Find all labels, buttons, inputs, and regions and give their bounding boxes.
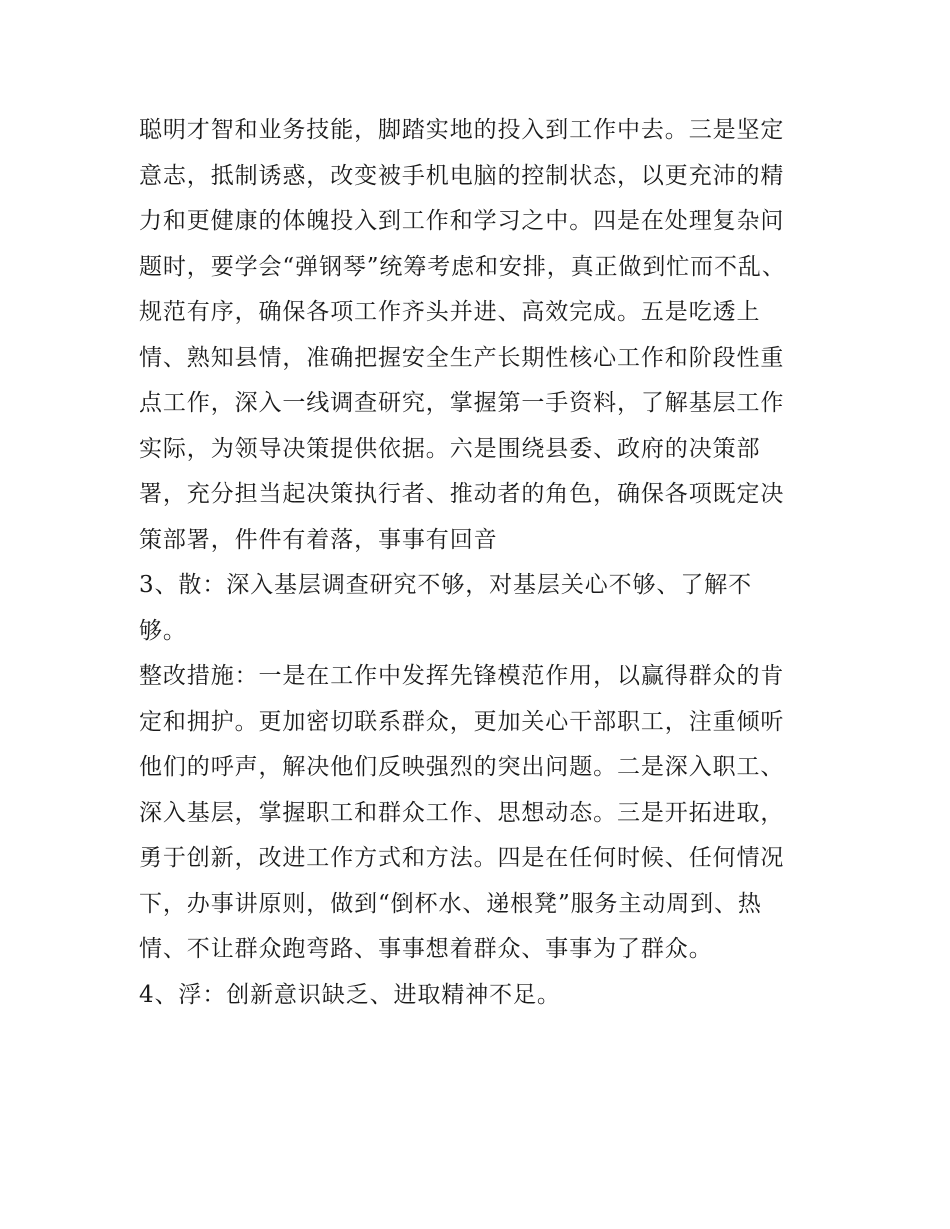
section-heading-4: 4、浮：创新意识缺乏、进取精神不足。 (139, 981, 561, 1008)
text-line: 规范有序，确保各项工作齐头并进、高效完成。五是吃透上 (139, 299, 761, 325)
text-line: 够。 (139, 617, 187, 644)
text-line: 深入基层，掌握职工和群众工作、思想动态。三是开拓进取， (139, 799, 785, 826)
text-line: 点工作，深入一线调查研究，掌握第一手资料，了解基层工作 (139, 390, 785, 416)
text-line: 署，充分担当起决策执行者、推动者的角色，确保各项既定决 (139, 481, 785, 507)
section-heading-3: 3、散：深入基层调查研究不够，对基层关心不够、了解不 (139, 572, 753, 598)
text-line: 题时，要学会“弹钢琴”统筹考虑和安排，真正做到忙而不乱、 (139, 253, 786, 280)
text-line: 他们的呼声，解决他们反映强烈的突出问题。二是深入职工、 (139, 754, 785, 780)
text-line: 策部署，件件有着落，事事有回音 (139, 526, 498, 553)
text-line: 聪明才智和业务技能，脚踏实地的投入到工作中去。三是坚定 (139, 117, 785, 143)
text-line: 情、不让群众跑弯路、事事想着群众、事事为了群众。 (139, 936, 713, 962)
text-line: 实际，为领导决策提供依据。六是围绕县委、政府的决策部 (139, 435, 761, 462)
text-line: 定和拥护。更加密切联系群众，更加关心干部职工，注重倾听 (139, 708, 785, 735)
text-line: 力和更健康的体魄投入到工作和学习之中。四是在处理复杂问 (139, 208, 785, 234)
rectification-measures-line: 整改措施：一是在工作中发挥先锋模范作用，以赢得群众的肯 (139, 663, 785, 689)
text-line: 意志，抵制诱惑，改变被手机电脑的控制状态，以更充沛的精 (139, 162, 785, 189)
body-text (139, 108, 819, 1018)
text-line: 勇于创新，改进工作方式和方法。四是在任何时候、任何情况 (139, 845, 785, 871)
text-line: 下，办事讲原则，做到“倒杯水、递根凳”服务主动周到、热 (139, 890, 762, 917)
text-line: 情、熟知县情，准确把握安全生产长期性核心工作和阶段性重 (139, 344, 785, 371)
